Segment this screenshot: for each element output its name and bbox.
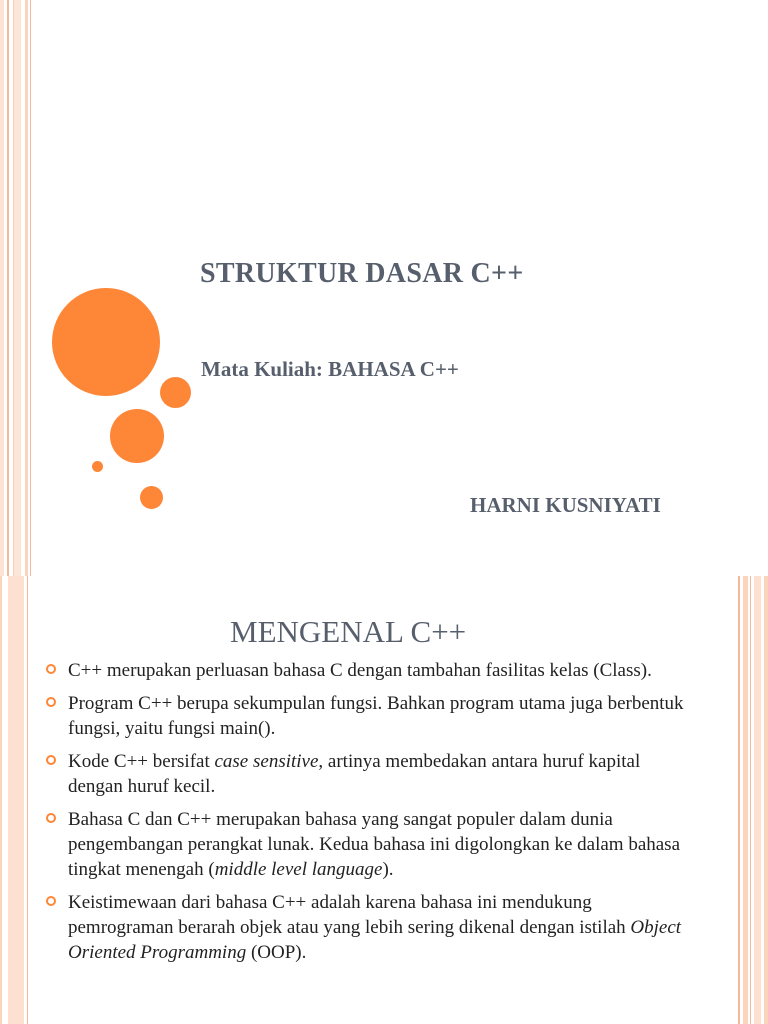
hollow-circle-icon — [46, 755, 56, 765]
bullet-list — [46, 658, 686, 973]
bullet-text-post: , artinya membedakan antara huruf kapital dengan huruf kecil. — [68, 751, 641, 797]
bullet-item — [46, 749, 686, 799]
decorative-stripe — [30, 0, 31, 576]
decorative-stripe — [743, 576, 748, 1024]
decorative-stripe — [27, 576, 28, 1024]
decorative-stripe — [754, 576, 761, 1024]
decorative-stripe — [750, 576, 751, 1024]
bullet-text: C++ merupakan perluasan bahasa C dengan tambahan fasilitas kelas (Class). — [68, 660, 652, 681]
bullet-text-pre: Kode C++ bersifat — [68, 751, 215, 772]
decorative-stripe — [764, 576, 768, 1024]
content-slide — [0, 576, 768, 1024]
bullet-text-pre: Keistimewaan dari bahasa C++ adalah karena bahasa ini mendukung pemrograman berarah objek atau yang lebih sering dikenal dengan istilah — [68, 892, 631, 938]
bullet-text-post: (OOP). — [246, 942, 307, 963]
bullet-text-emphasis: Object Oriented Programming — [68, 917, 682, 963]
bullet-item — [46, 890, 686, 965]
decorative-circle-large — [52, 288, 160, 396]
bullet-item — [46, 691, 686, 741]
decorative-stripe — [25, 0, 28, 576]
bullet-text: Program C++ berupa sekumpulan fungsi. Bahkan program utama juga berbentuk fungsi, yaitu fungsi main(). — [68, 693, 684, 739]
decorative-circle-small — [140, 486, 163, 509]
hollow-circle-icon — [46, 664, 56, 674]
decorative-circle-medium — [110, 409, 164, 463]
bullet-text-emphasis: case sensitive — [214, 751, 319, 772]
decorative-circle-tiny — [92, 461, 103, 472]
hollow-circle-icon — [46, 813, 56, 823]
bullet-item — [46, 658, 686, 683]
slide-title: MENGENAL C++ — [230, 614, 467, 649]
decorative-stripe — [8, 576, 24, 1024]
bullet-text-emphasis: middle level language — [214, 859, 383, 880]
decorative-stripe — [0, 576, 2, 1024]
decorative-stripe — [7, 0, 9, 576]
decorative-stripe — [14, 0, 21, 576]
decorative-stripe — [0, 0, 4, 576]
author-name: HARNI KUSNIYATI — [470, 493, 661, 517]
hollow-circle-icon — [46, 697, 56, 707]
bullet-item — [46, 807, 686, 882]
slide-title: STRUKTUR DASAR C++ — [200, 258, 524, 289]
slide-subtitle: Mata Kuliah: BAHASA C++ — [201, 357, 459, 381]
decorative-stripe — [738, 576, 740, 1024]
bullet-text-pre: Bahasa C dan C++ merupakan bahasa yang sangat populer dalam dunia pengembangan perangkat lunak. Kedua bahasa ini digolongkan ke dalam bahasa tingkat menengah ( — [68, 809, 681, 880]
hollow-circle-icon — [46, 896, 56, 906]
decorative-circle-small — [160, 377, 191, 408]
bullet-text-post: ). — [382, 859, 394, 880]
